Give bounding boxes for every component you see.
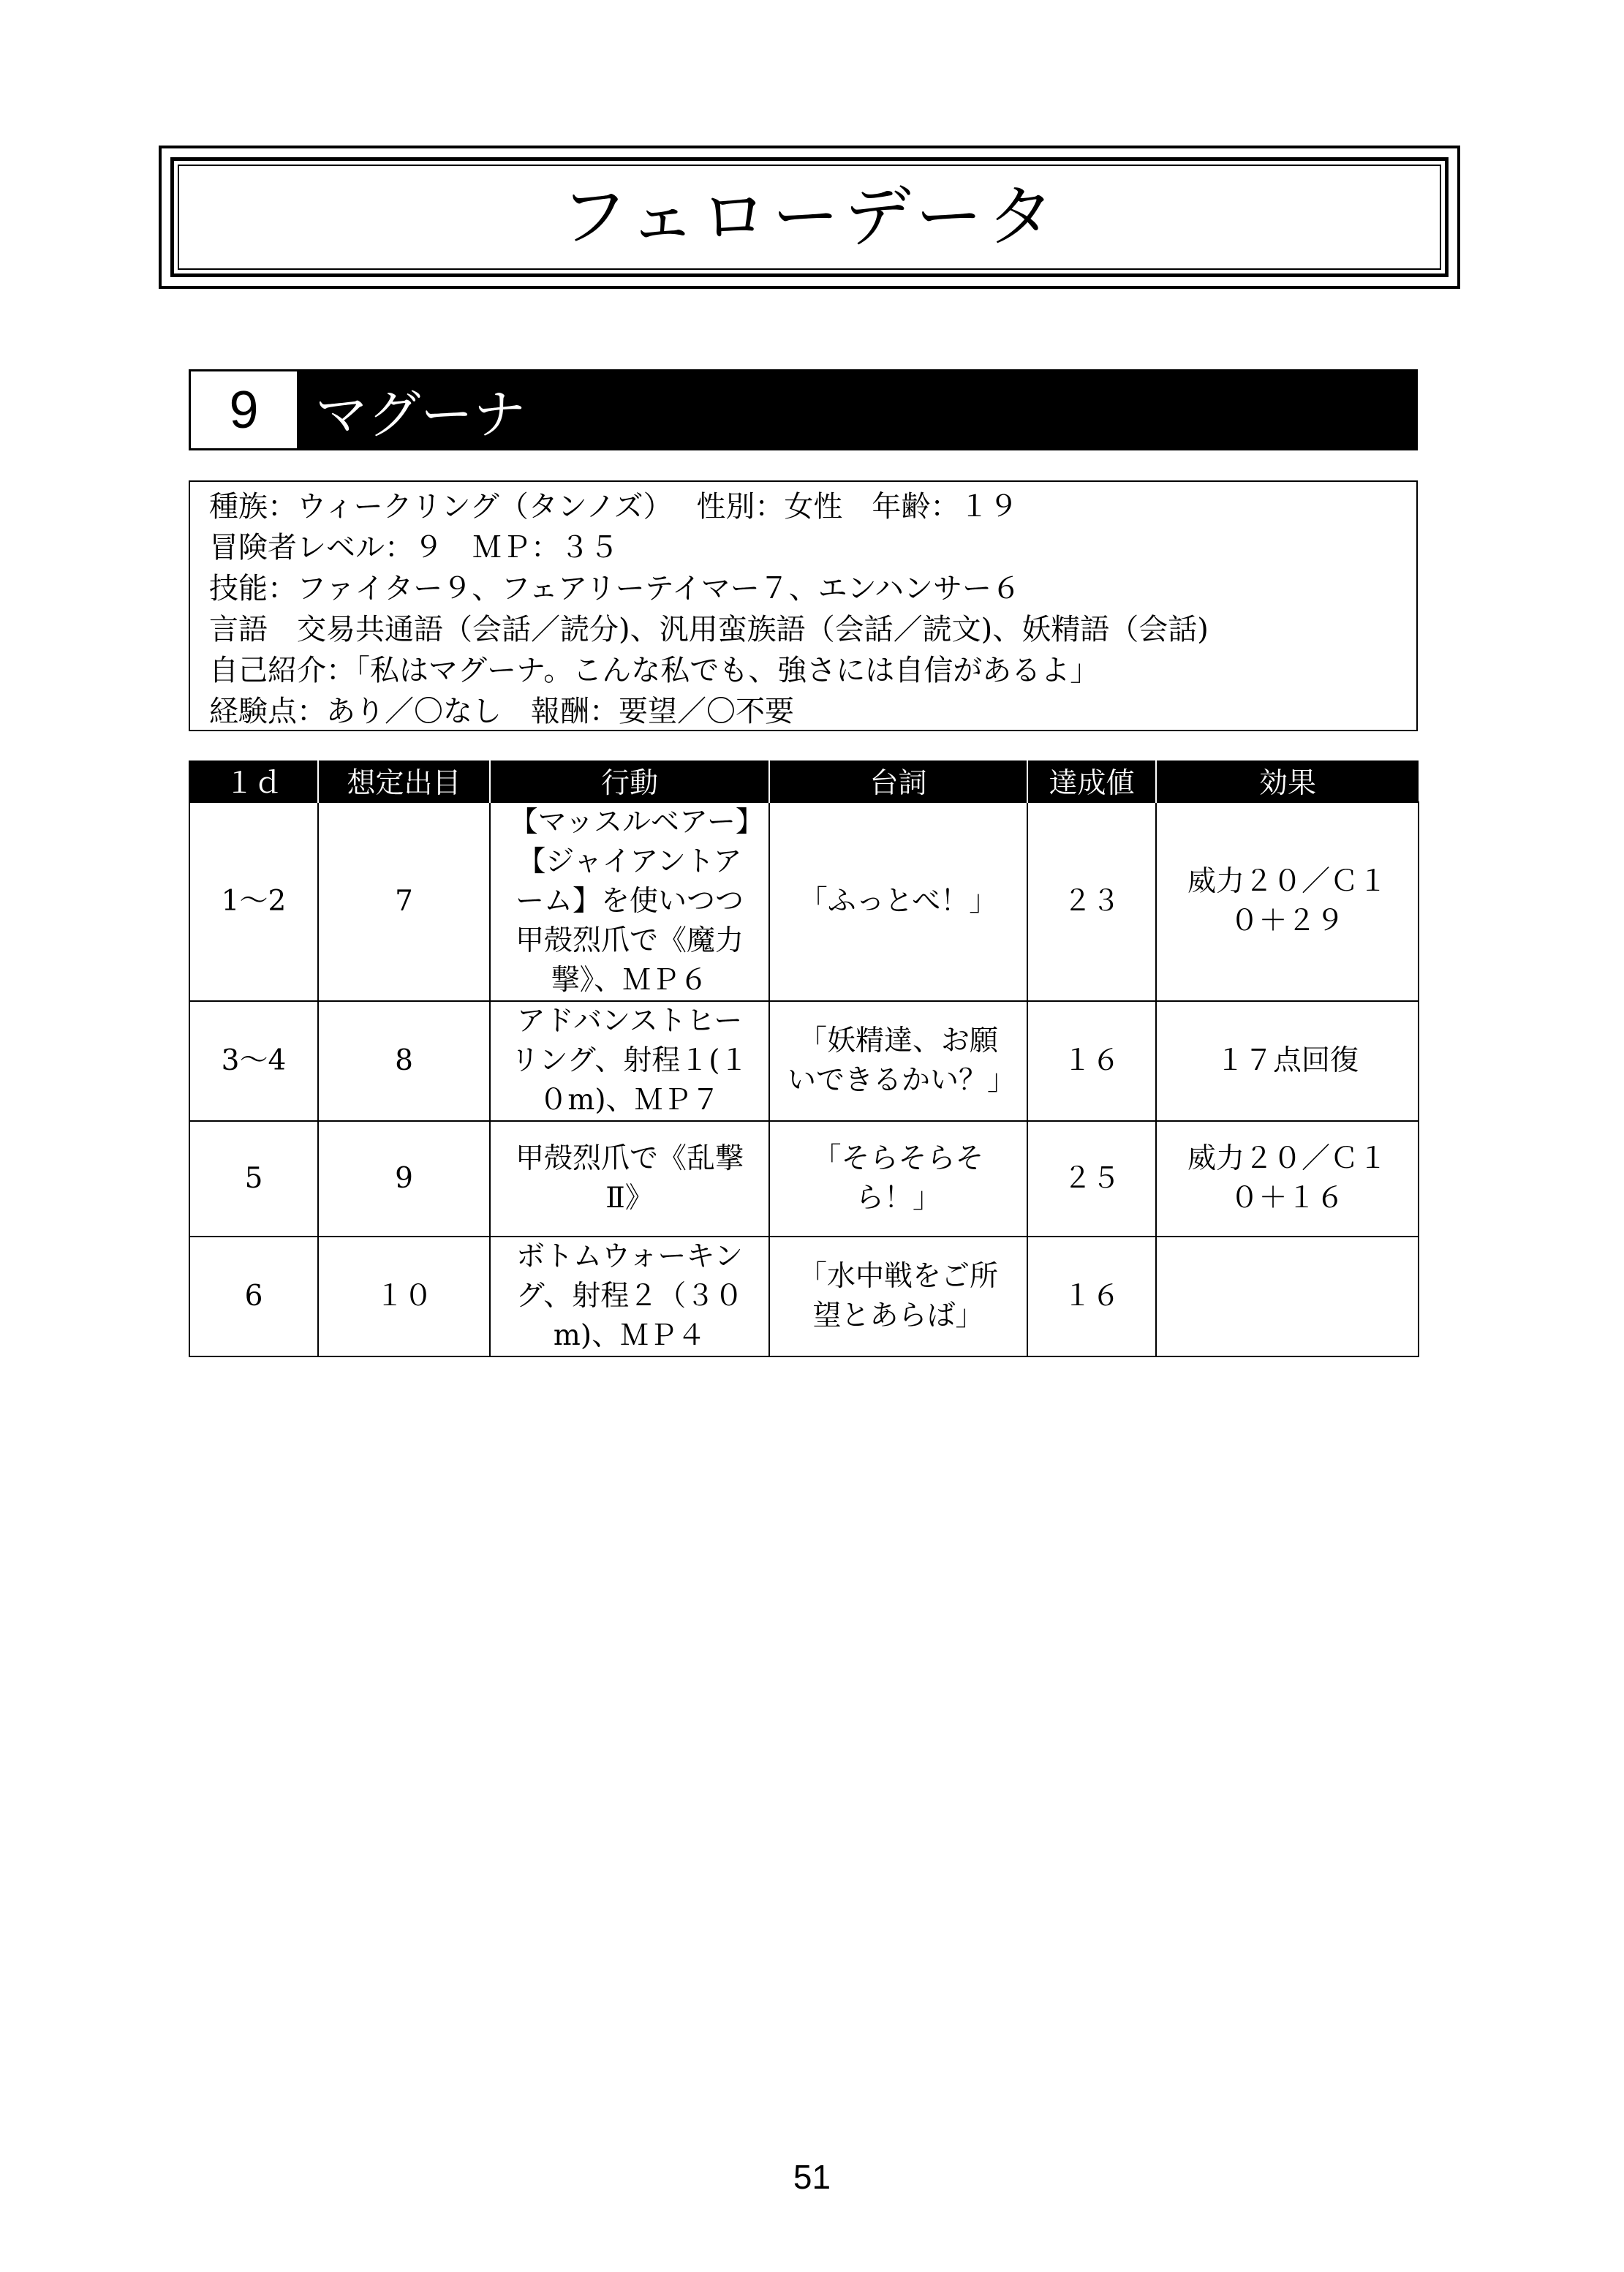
cell-achievement: ２３: [1027, 802, 1156, 1001]
table-header-row: [189, 761, 1419, 802]
info-line-intro: 自己紹介：「私はマグーナ。こんな私でも、強さには自信があるよ」: [209, 654, 1100, 687]
cell-action: 【マッスルベアー】【ジャイアントアーム】を使いつつ甲殻烈爪で《魔力撃》、ＭＰ６: [490, 802, 769, 1001]
cell-achievement: １６: [1027, 1237, 1156, 1356]
cell-line: 「そらそらそら！」: [769, 1121, 1027, 1237]
cell-effect: 威力２０／Ｃ１０＋２９: [1156, 802, 1419, 1001]
fellow-number: 9: [191, 371, 299, 448]
cell-action: アドバンストヒーリング、射程１(１０m)、ＭＰ７: [490, 1001, 769, 1121]
page-title: フェローデータ: [560, 178, 1059, 256]
fellow-name-bar: [189, 369, 1418, 450]
fellow-name: マグーナ: [299, 371, 1416, 448]
cell-1d: 1〜2: [189, 802, 318, 1001]
cell-expected-roll: １０: [318, 1237, 490, 1356]
table-row: [189, 1001, 1419, 1121]
cell-action: 甲殻烈爪で《乱撃Ⅱ》: [490, 1121, 769, 1237]
page-title-box: [178, 165, 1441, 270]
cell-expected-roll: 9: [318, 1121, 490, 1237]
info-line-level: 冒険者レベル：９ ＭＰ：３５: [209, 531, 619, 565]
header-1d: １ｄ: [189, 761, 318, 802]
page-title-frame-inner: [170, 157, 1449, 277]
header-expected-roll: 想定出目: [318, 761, 490, 802]
info-line-race: 種族：ウィークリング（タンノズ） 性別：女性 年齢：１９: [209, 490, 1019, 524]
info-line-skills: 技能：ファイター９、フェアリーテイマー７、エンハンサー６: [209, 572, 1021, 605]
header-achievement: 達成値: [1027, 761, 1156, 802]
cell-line: 「水中戦をご所望とあらば」: [769, 1237, 1027, 1356]
cell-line: 「妖精達、お願いできるかい？」: [769, 1001, 1027, 1121]
cell-achievement: ２５: [1027, 1121, 1156, 1237]
table-row: [189, 1121, 1419, 1237]
page-title-frame: [159, 146, 1460, 289]
cell-1d: 6: [189, 1237, 318, 1356]
header-line: 台詞: [769, 761, 1027, 802]
cell-action: ボトムウォーキング、射程２（３０m)、ＭＰ４: [490, 1237, 769, 1356]
info-line-reward: 経験点：あり／〇なし 報酬：要望／〇不要: [209, 695, 794, 728]
action-table: [189, 761, 1419, 1357]
cell-effect: [1156, 1237, 1419, 1356]
cell-1d: 3〜4: [189, 1001, 318, 1121]
header-action: 行動: [490, 761, 769, 802]
table-row: [189, 1237, 1419, 1356]
cell-expected-roll: 7: [318, 802, 490, 1001]
cell-expected-roll: 8: [318, 1001, 490, 1121]
page-number: 51: [793, 2158, 831, 2196]
cell-1d: 5: [189, 1121, 318, 1237]
info-line-languages: 言語 交易共通語（会話／読分)、汎用蛮族語（会話／読文)、妖精語（会話): [209, 613, 1209, 646]
table-row: [189, 802, 1419, 1001]
fellow-info-box: [189, 480, 1418, 731]
header-effect: 効果: [1156, 761, 1419, 802]
cell-line: 「ふっとべ！」: [769, 802, 1027, 1001]
cell-effect: 威力２０／Ｃ１０＋１６: [1156, 1121, 1419, 1237]
cell-effect: １７点回復: [1156, 1001, 1419, 1121]
cell-achievement: １６: [1027, 1001, 1156, 1121]
